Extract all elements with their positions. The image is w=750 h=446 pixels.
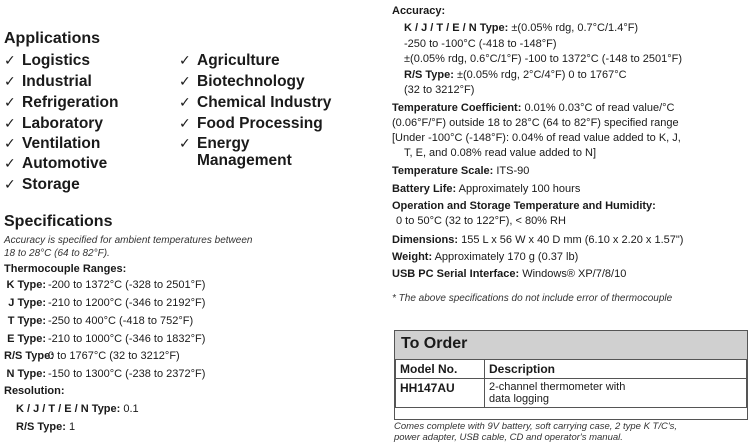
order-table-header <box>396 360 747 379</box>
model-number: HH147AU <box>396 379 485 408</box>
table-row <box>396 379 747 408</box>
check-icon: ✓ <box>179 52 191 68</box>
resolution-row: R/S Type: 1 <box>16 421 76 433</box>
application-item: ✓ Energy <box>179 135 250 152</box>
order-header <box>395 331 747 360</box>
check-icon: ✓ <box>4 155 16 171</box>
application-item: ✓ Refrigeration <box>4 94 119 111</box>
temperature-coefficient-line: T, E, and 0.08% read value added to N] <box>404 147 597 159</box>
check-icon: ✓ <box>4 73 16 89</box>
order-table <box>395 359 747 408</box>
temperature-scale: Temperature Scale: ITS-90 <box>392 165 530 177</box>
accuracy-rs: R/S Type: ±(0.05% rdg, 2°C/4°F) 0 to 1767°C <box>404 69 627 81</box>
application-item: ✓ Automotive <box>4 155 108 172</box>
application-item-continued: Management <box>197 152 292 169</box>
accuracy-kjten-range: -250 to -100°C (-418 to -148°F) <box>404 38 557 50</box>
check-icon: ✓ <box>4 115 16 131</box>
check-icon: ✓ <box>179 115 191 131</box>
model-description: 2-channel thermometer with data logging <box>485 379 747 408</box>
check-icon: ✓ <box>4 52 16 68</box>
tc-range-row: N Type: -150 to 1300°C (-238 to 2372°F) <box>6 368 206 380</box>
check-icon: ✓ <box>4 135 16 151</box>
application-item: ✓ Biotechnology <box>179 73 305 90</box>
resolution-label: Resolution: <box>4 385 65 397</box>
temperature-coefficient: Temperature Coefficient: 0.01% 0.03°C of read value/°C <box>392 102 675 114</box>
application-item: ✓ Food Processing <box>179 115 323 132</box>
battery-life: Battery Life: Approximately 100 hours <box>392 183 581 195</box>
usb-interface: USB PC Serial Interface: Windows® XP/7/8/10 <box>392 268 627 280</box>
check-icon: ✓ <box>179 73 191 89</box>
application-item: ✓ Chemical Industry <box>179 94 332 111</box>
tc-range-row: K Type: -200 to 1372°C (-328 to 2501°F) <box>6 279 206 291</box>
tc-range-row: R/S Type:0 to 1767°C (32 to 3212°F) <box>4 350 180 362</box>
check-icon: ✓ <box>179 135 191 151</box>
accuracy-label: Accuracy: <box>392 5 446 17</box>
application-item: ✓ Ventilation <box>4 135 101 152</box>
application-item: ✓ Logistics <box>4 52 91 69</box>
check-icon: ✓ <box>179 94 191 110</box>
specifications-heading: Specifications <box>4 213 113 230</box>
check-icon: ✓ <box>4 94 16 110</box>
applications-heading: Applications <box>4 30 101 47</box>
tc-range-row: E Type: -210 to 1000°C (-346 to 1832°F) <box>7 333 206 345</box>
operation-storage-label: Operation and Storage Temperature and Humidity: <box>392 200 656 212</box>
dimensions: Dimensions: 155 L x 56 W x 40 D mm (6.10 x 2.20 x 1.57") <box>392 234 684 246</box>
check-icon: ✓ <box>4 176 16 192</box>
accuracy-kjten-range: ±(0.05% rdg, 0.6°C/1°F) -100 to 1372°C (-148 to 2501°F) <box>404 53 682 65</box>
application-item: ✓ Agriculture <box>179 52 280 69</box>
application-item: ✓ Industrial <box>4 73 92 90</box>
order-footnote: Comes complete with 9V battery, soft carrying case, 2 type K T/C's, power adapter, USB cable, CD and operator's manual. <box>394 421 678 443</box>
accuracy-note: Accuracy is specified for ambient temperatures between <box>4 235 253 246</box>
application-item: ✓ Laboratory <box>4 115 103 132</box>
tc-range-row: T Type: -250 to 400°C (-418 to 752°F) <box>7 315 194 327</box>
application-item: ✓ Storage <box>4 176 80 193</box>
resolution-row: K / J / T / E / N Type: 0.1 <box>16 403 139 415</box>
operation-storage-value: 0 to 50°C (32 to 122°F), < 80% RH <box>396 215 566 227</box>
temperature-coefficient-line: (0.06°F/°F) outside 18 to 28°C (64 to 82°F) specified range <box>392 117 679 129</box>
weight: Weight: Approximately 170 g (0.37 lb) <box>392 251 579 263</box>
model-column-header: Model No. <box>396 360 485 379</box>
tc-range-row: J Type: -210 to 1200°C (-346 to 2192°F) <box>8 297 206 309</box>
description-column-header: Description <box>485 360 747 379</box>
order-box <box>394 330 748 420</box>
accuracy-rs-range: (32 to 3212°F) <box>404 84 475 96</box>
accuracy-note: 18 to 28°C (64 to 82°F). <box>4 248 110 259</box>
specs-footnote: * The above specifications do not include error of thermocouple <box>392 293 673 304</box>
temperature-coefficient-line: [Under -100°C (-148°F): 0.04% of read value added to K, J, <box>392 132 681 144</box>
order-title: To Order <box>401 335 468 352</box>
accuracy-kjten: K / J / T / E / N Type: ±(0.05% rdg, 0.7°C/1.4°F) <box>404 22 639 34</box>
thermocouple-ranges-label: Thermocouple Ranges: <box>4 263 127 275</box>
